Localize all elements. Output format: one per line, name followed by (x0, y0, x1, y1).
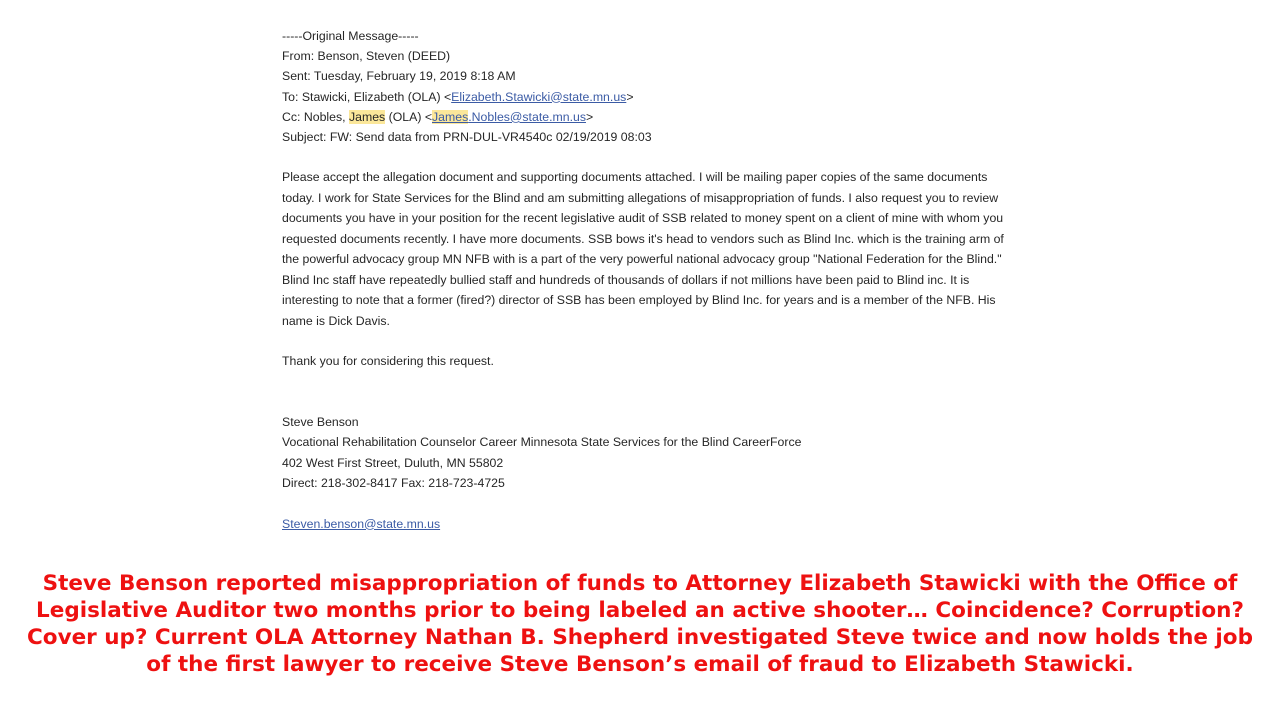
email-to-address-link[interactable]: Elizabeth.Stawicki@state.mn.us (451, 89, 627, 104)
email-from: From: Benson, Steven (DEED) (282, 49, 451, 64)
email-cc-middle: (OLA) < (385, 109, 433, 124)
red-caption: Steve Benson reported misappropriation of funds to Attorney Elizabeth Stawicki with the Office of Legislative Auditor two months prior to being labeled an active shooter… Coincidence? Corruption? Cover up? Current OLA Attorney Nathan B. Shepherd investigated Steve twice and now holds the job of the first lawyer to receive Steve Benson’s email of fraud to Elizabeth Stawicki. (27, 571, 1253, 677)
email-body: Please accept the allegation document and supporting documents attached. I will be mailing paper copies of the same documents today. I work for State Services for the Blind and am submitting allegations of misappropriation of funds. I also request you to review documents you have in your position for the recent legislative audit of SSB related to money spent on a client of mine with whom you requested documents recently. I have more documents. SSB bows it's head to vendors such as Blind Inc. which is the training arm of the powerful advocacy group MN NFB with is a part of the very powerful national advocacy group "National Federation for the Blind." Blind Inc staff have repeatedly bullied staff and hundreds of thousands of dollars if not millions have been paid to Blind inc. It is interesting to note that a former (fired?) director of SSB has been employed by Blind Inc. for years and is a member of the NFB. His name is Dick Davis. (282, 170, 1004, 328)
email-header (282, 26, 1022, 147)
email-sent: Sent: Tuesday, February 19, 2019 8:18 AM (282, 69, 516, 84)
email-message (282, 26, 1022, 534)
email-cc-highlighted-name: James (348, 109, 386, 124)
email-thanks: Thank you for considering this request. (282, 354, 494, 369)
email-cc-suffix: > (585, 109, 594, 124)
original-message-marker: -----Original Message----- (282, 29, 419, 43)
email-cc-address-highlight: James (432, 109, 469, 124)
email-cc-address-rest: .Nobles@state.mn.us (468, 109, 586, 124)
email-cc-prefix: Cc: Nobles, (282, 109, 349, 124)
email-subject: Subject: FW: Send data from PRN-DUL-VR4540c 02/19/2019 08:03 (282, 129, 652, 144)
email-to (282, 87, 1022, 107)
email-to-prefix: To: Stawicki, Elizabeth (OLA) < (282, 89, 452, 104)
email-cc (282, 107, 1022, 127)
signature-phones: Direct: 218-302-8417 Fax: 218-723-4725 (282, 476, 505, 491)
signature-address: 402 West First Street, Duluth, MN 55802 (282, 455, 504, 470)
signature-name: Steve Benson (282, 414, 359, 429)
signature-title: Vocational Rehabilitation Counselor Career Minnesota State Services for the Blind CareerForce (282, 435, 802, 450)
signature-email-link[interactable]: Steven.benson@state.mn.us (282, 516, 441, 531)
email-signature (282, 412, 1022, 534)
signature-email (282, 514, 1022, 534)
email-to-suffix: > (626, 89, 634, 104)
email-cc-address-link[interactable] (432, 110, 586, 124)
